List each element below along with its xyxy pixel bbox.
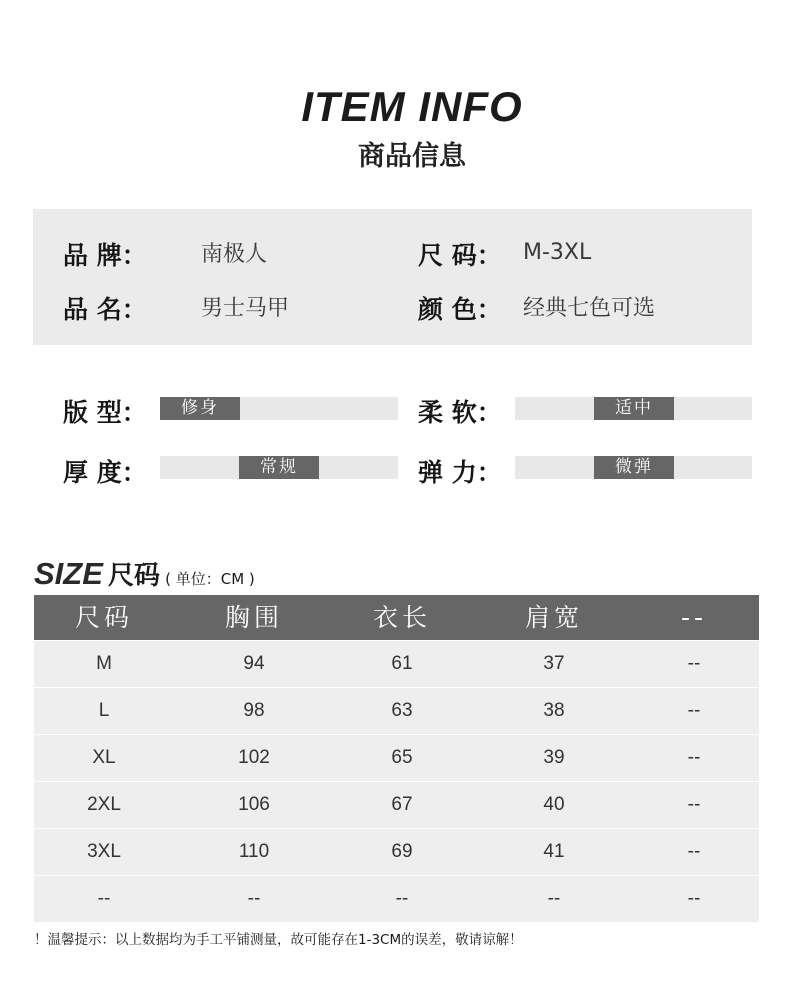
title-en: ITEM INFO — [301, 83, 523, 130]
table-cell: -- — [395, 888, 409, 909]
title-cn: 商品信息 — [358, 141, 466, 172]
name-value: 男士马甲 — [201, 296, 290, 321]
table-row — [34, 781, 759, 828]
size-unit: ( 单位：CM ) — [165, 570, 255, 588]
brand-value: 南极人 — [201, 242, 268, 267]
measurement-note: ！温馨提示：以上数据均为手工平铺测量，故可能存在1-3CM的误差，敬请谅解！ — [34, 932, 523, 948]
table-cell: 41 — [543, 841, 565, 862]
table-cell: 94 — [243, 653, 265, 674]
size-heading — [34, 555, 255, 592]
table-cell: 67 — [391, 794, 413, 815]
table-cell: -- — [547, 888, 561, 909]
size-title-cn: 尺码 — [108, 561, 161, 591]
table-cell: 37 — [543, 653, 565, 674]
table-cell: 110 — [238, 841, 270, 862]
softness-indicator: 适中 — [594, 397, 674, 420]
size-label: 尺 码： — [418, 241, 502, 270]
table-row — [34, 640, 759, 687]
softness-label: 柔 软： — [418, 398, 502, 427]
size-table — [34, 595, 759, 922]
table-cell: 3XL — [87, 841, 121, 862]
info-box — [33, 209, 752, 345]
table-cell: 39 — [543, 747, 565, 768]
table-cell: 98 — [243, 700, 265, 721]
header-cell: 衣长 — [372, 603, 432, 632]
table-cell: 61 — [391, 653, 413, 674]
table-cell: 63 — [391, 700, 413, 721]
elasticity-indicator: 微弹 — [594, 456, 674, 479]
table-row — [34, 828, 759, 875]
size-title-en: SIZE — [34, 556, 103, 591]
table-cell: -- — [687, 653, 701, 674]
softness-scale — [515, 397, 752, 420]
name-label: 品 名： — [63, 295, 147, 324]
header-cell: 尺码 — [74, 603, 134, 632]
table-cell: -- — [247, 888, 261, 909]
table-cell: -- — [97, 888, 111, 909]
table-cell: 106 — [238, 794, 270, 815]
table-cell: -- — [687, 794, 701, 815]
table-cell: XL — [92, 747, 116, 768]
header-cell: 胸围 — [224, 603, 284, 632]
table-cell: -- — [687, 841, 701, 862]
table-cell: -- — [687, 888, 701, 909]
size-value: M-3XL — [523, 240, 592, 265]
table-cell: -- — [687, 747, 701, 768]
thickness-indicator: 常规 — [239, 456, 319, 479]
table-cell: M — [96, 653, 112, 674]
color-value: 经典七色可选 — [523, 296, 656, 321]
table-cell: 40 — [543, 794, 565, 815]
fit-label: 版 型： — [63, 398, 147, 427]
thickness-label: 厚 度： — [63, 458, 147, 487]
thickness-scale — [160, 456, 398, 479]
table-row — [34, 687, 759, 734]
table-cell: 2XL — [87, 794, 121, 815]
table-cell: -- — [687, 700, 701, 721]
header-cell: -- — [680, 603, 708, 632]
table-cell: 65 — [391, 747, 413, 768]
elasticity-label: 弹 力： — [418, 458, 502, 487]
table-cell: 69 — [391, 841, 413, 862]
elasticity-scale — [515, 456, 752, 479]
table-cell: 102 — [238, 747, 270, 768]
fit-indicator: 修身 — [160, 397, 240, 420]
color-label: 颜 色： — [418, 295, 502, 324]
table-cell: 38 — [543, 700, 565, 721]
header-cell: 肩宽 — [524, 603, 584, 632]
table-row — [34, 734, 759, 781]
table-header — [34, 595, 759, 640]
brand-label: 品 牌： — [63, 241, 147, 270]
table-row — [34, 875, 759, 922]
table-cell: L — [98, 700, 110, 721]
fit-scale — [160, 397, 398, 420]
